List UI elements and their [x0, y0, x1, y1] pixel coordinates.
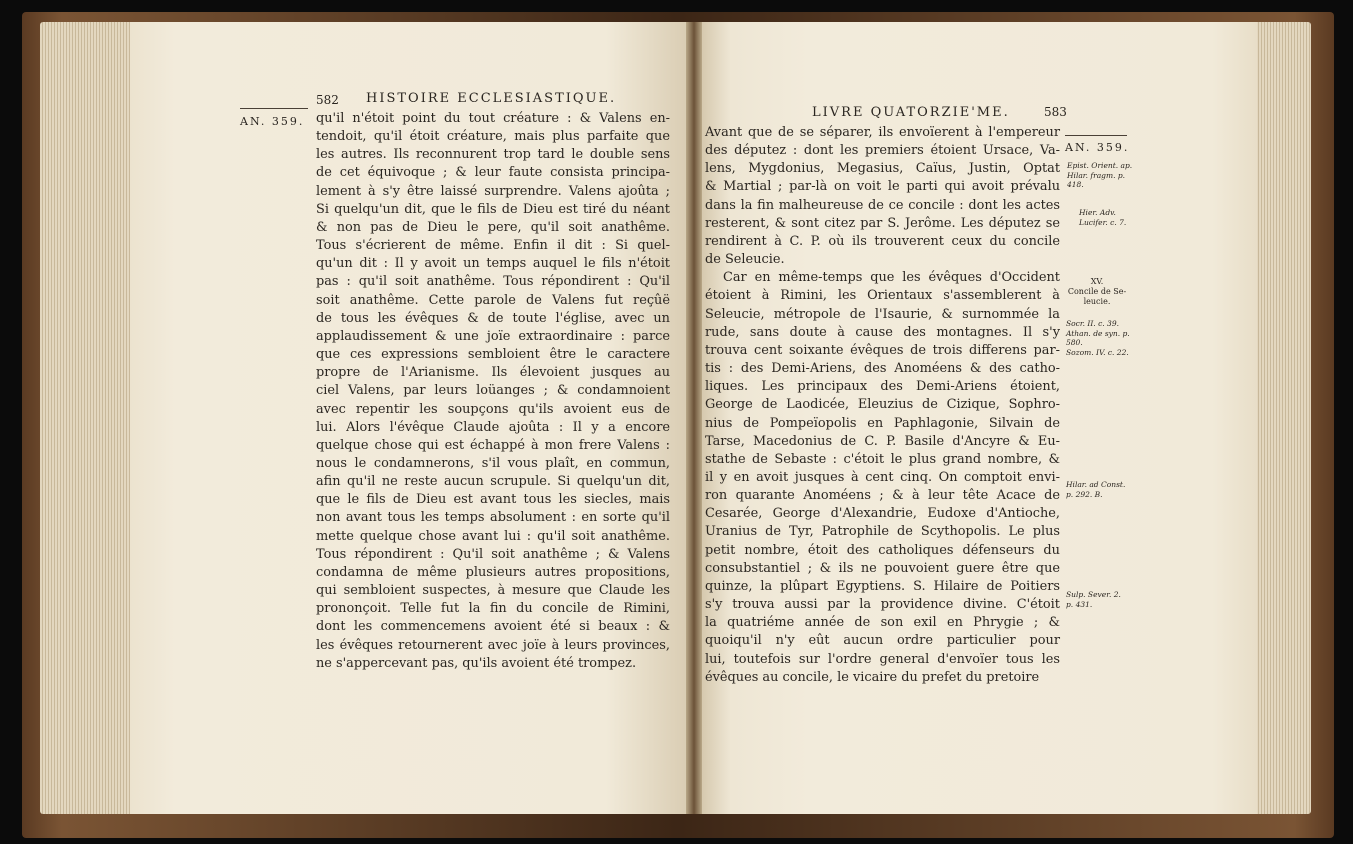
text-line: la quatriéme année de son exil en Phrygie ; & — [705, 615, 1060, 631]
text-line: tis : des Demi-Ariens, des Anoméens & des catho- — [705, 361, 1060, 377]
text-line: condamna de même plusieurs autres propositions, — [316, 564, 670, 580]
text-line: Seleucie, métropole de l'Isaurie, & surnommée la — [705, 306, 1060, 322]
text-line: des députez : dont les premiers étoient Ursace, Va- — [705, 143, 1060, 159]
left-page — [130, 22, 690, 814]
text-line: consubstantiel ; & ils ne pouvoient guere être que — [705, 560, 1060, 576]
text-line: rude, sans doute à cause des montagnes. Il s'y — [705, 324, 1060, 340]
left-running-head: HISTOIRE ECCLESIASTIQUE. — [366, 91, 617, 106]
text-line: & Martial ; par-là on voit le parti qui avoit prévalu — [705, 179, 1060, 195]
right-body-text — [705, 124, 1060, 687]
text-line: qui sembloient suspectes, à mesure que Claude les — [316, 583, 670, 599]
text-line: il y en avoit jusques à cent cinq. On comptoit envi- — [705, 469, 1060, 485]
text-line: nius de Pompeïopolis en Paphlagonie, Silvain de — [705, 415, 1060, 431]
text-line: ne s'appercevant pas, qu'ils avoient été trompez. — [316, 655, 637, 671]
margin-note-2: Hier. Adv. Lucifer. c. 7. — [1079, 208, 1127, 227]
text-line: qu'un dit : Il y avoit un temps auquel le fils n'étoit — [316, 256, 670, 272]
text-line: applaudissement & une joïe extraordinaire : parce — [316, 328, 670, 344]
text-line: de Seleucie. — [705, 252, 785, 268]
text-line: Tous répondirent : Qu'il soit anathême ; & Valens — [316, 546, 670, 562]
text-line: avec repentir les soupçons qu'ils avoient eus de — [316, 401, 670, 417]
text-line: liques. Les principaux des Demi-Ariens étoient, — [705, 379, 1060, 395]
text-line: pas : qu'il soit anathême. Tous répondirent : Qu'il — [316, 274, 670, 290]
right-page-number: 583 — [1044, 105, 1067, 119]
text-line: que le fils de Dieu est avant tous les siecles, mais — [316, 492, 670, 508]
text-line: stathe de Sebaste : c'étoit le plus grand nombre, & — [705, 451, 1060, 467]
text-line: trouva cent soixante évêques de trois differens par- — [705, 342, 1060, 358]
text-line: évêques au concile, le vicaire du prefet du pretoire — [705, 669, 1040, 685]
margin-note-3: Socr. II. c. 39. Athan. de syn. p. 580. Sozom. IV. c. 22. — [1066, 319, 1130, 357]
text-line: lui, toutefois sur l'ordre general d'envoïer tous les — [705, 651, 1060, 667]
left-page-number: 582 — [316, 93, 339, 107]
text-line: soit anathême. Cette parole de Valens fut reçûë — [316, 292, 670, 308]
text-line: prononçoit. Telle fut la fin du concile de Rimini, — [316, 601, 670, 617]
text-line: quoiqu'il n'y eût aucun ordre particulier pour — [705, 633, 1060, 649]
book-gutter — [686, 22, 702, 814]
text-line: mette quelque chose avant lui : qu'il soit anathême. — [316, 528, 670, 544]
left-body-text — [316, 110, 670, 673]
text-line: Cesarée, George d'Alexandrie, Eudoxe d'Antioche, — [705, 506, 1060, 522]
text-line: afin qu'il ne reste aucun scrupule. Si quelqu'un dit, — [316, 474, 670, 490]
text-line: de cet équivoque ; & leur faute consista principa- — [316, 165, 670, 181]
text-line: Avant que de se séparer, ils envoïerent à l'empereur — [705, 125, 1060, 140]
text-line: George de Laodicée, Eleuzius de Cizique, Sophro- — [705, 397, 1060, 413]
text-line: ciel Valens, par leurs loüanges ; & condamnoient — [316, 383, 670, 399]
text-line: petit nombre, étoit des catholiques défenseurs du — [705, 542, 1060, 558]
text-line: lement à s'y être laissé surprendre. Valens ajoûta ; — [316, 183, 670, 199]
text-line: dont les commencemens avoient été si beaux : & — [316, 619, 670, 635]
text-line: lens, Mygdonius, Megasius, Caïus, Justin, Optat — [705, 161, 1060, 177]
text-line: quinze, la plûpart Egyptiens. S. Hilaire de Poitiers — [705, 578, 1060, 594]
text-line: Tous s'écrierent de même. Enfin il dit : Si quel- — [316, 238, 670, 254]
right-page — [697, 22, 1257, 814]
text-line: les évêques retournerent avec joïe à leurs provinces, — [316, 637, 670, 653]
text-line: lui. Alors l'évêque Claude ajoûta : Il y a encore — [316, 419, 670, 435]
text-line: s'y trouva aussi par la providence divine. C'étoit — [705, 597, 1060, 613]
margin-note-4: Hilar. ad Const. p. 292. B. — [1066, 480, 1126, 499]
text-line: les autres. Ils reconnurent trop tard le double sens — [316, 147, 670, 163]
text-line: nous le condamnerons, s'il vous plaît, en commun, — [316, 455, 670, 471]
margin-note-1: Epist. Orient. ap. Hilar. fragm. p. 418. — [1067, 161, 1133, 189]
margin-note-5: Sulp. Sever. 2. p. 431. — [1066, 590, 1121, 609]
text-line: tendoit, qu'il étoit créature, mais plus parfaite que — [316, 129, 670, 145]
text-line: Uranius de Tyr, Patrophile de Scythopolis. Le plus — [705, 524, 1060, 540]
text-line: dans la fin malheureuse de ce concile : dont les actes — [705, 197, 1060, 213]
year-rule — [240, 108, 308, 109]
text-line: que ces expressions sembloient être le caractere — [316, 347, 670, 363]
section-heading-note: XV. Concile de Se- leucie. — [1067, 277, 1127, 306]
text-line: ron quarante Anoméens ; & à leur tête Acace de — [705, 488, 1060, 504]
left-year-marker: AN. 359. — [240, 115, 305, 128]
text-line: quelque chose qui est échappé à mon frere Valens : — [316, 437, 670, 453]
text-line: Car en même-temps que les évêques d'Occident — [723, 270, 1060, 286]
text-line: non avant tous les temps absolument : en sorte qu'il — [316, 510, 670, 526]
text-line: rendirent à C. P. où ils trouverent ceux du concile — [705, 233, 1060, 249]
text-line: Si quelqu'un dit, que le fils de Dieu est tiré du néant — [316, 201, 670, 217]
year-rule — [1065, 135, 1127, 136]
text-line: étoient à Rimini, les Orientaux s'assemblerent à — [705, 288, 1060, 304]
right-year-marker: AN. 359. — [1065, 141, 1130, 154]
text-line: & non pas de Dieu le pere, qu'il soit anathême. — [316, 219, 670, 235]
text-line: qu'il n'étoit point du tout créature : & Valens en- — [316, 111, 670, 126]
page-edges-left — [40, 22, 135, 814]
right-running-head: LIVRE QUATORZIE'ME. — [812, 105, 1010, 120]
text-line: de tous les évêques & de toute l'église, avec un — [316, 310, 670, 326]
page-edges-right — [1253, 22, 1311, 814]
text-line: Tarse, Macedonius de C. P. Basile d'Ancyre & Eu- — [705, 433, 1060, 449]
text-line: propre de l'Arianisme. Ils élevoient jusques au — [316, 365, 670, 381]
text-line: resterent, & sont citez par S. Jerôme. Les députez se — [705, 215, 1060, 231]
